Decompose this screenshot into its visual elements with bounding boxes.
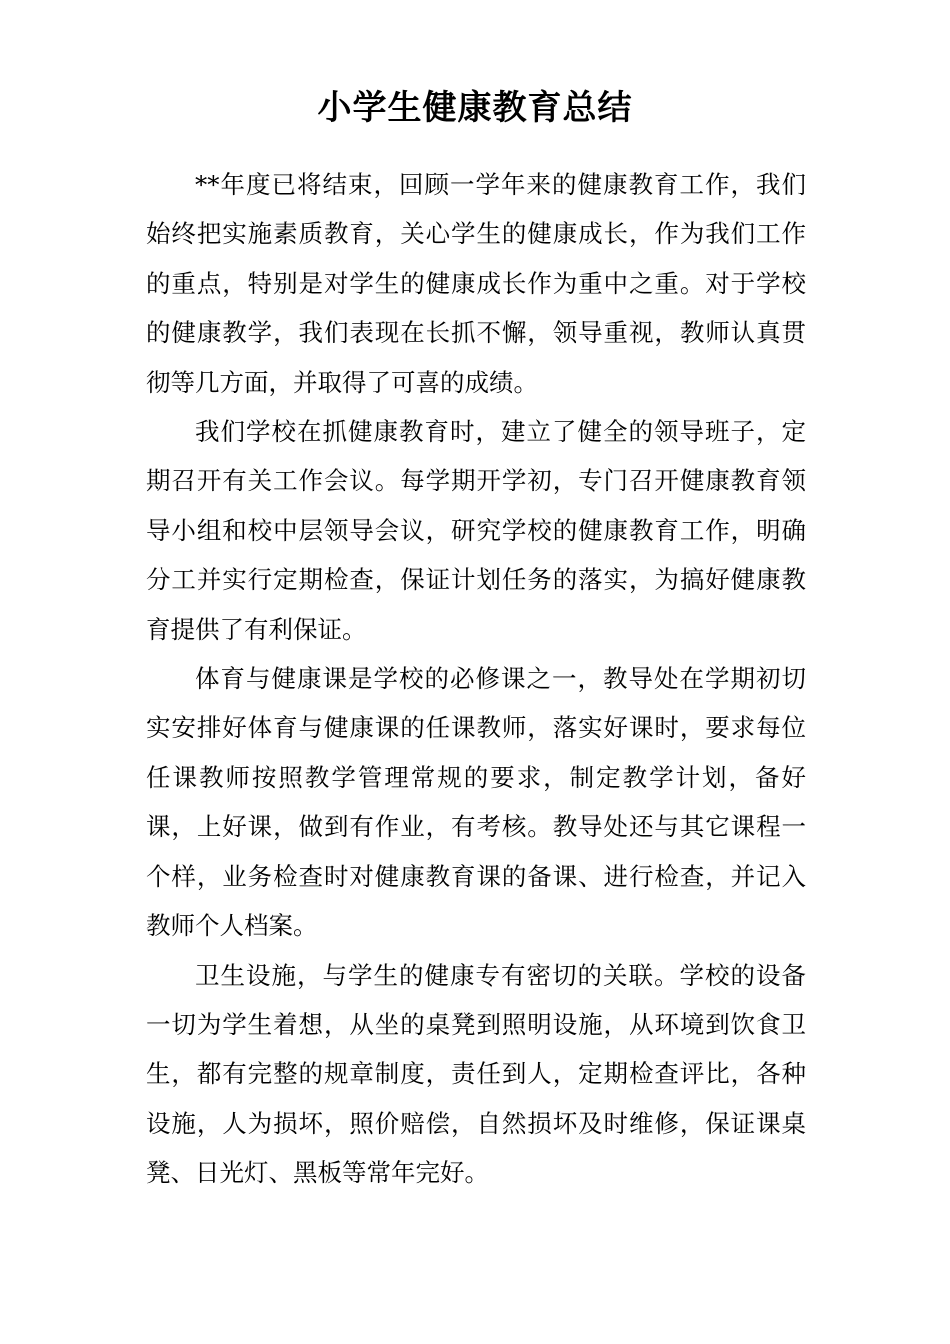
document-title: 小学生健康教育总结 <box>317 88 633 128</box>
paragraph-1: **年度已将结束，回顾一学年来的健康教育工作，我们始终把实施素质教育，关心学生的健康成长，作为我们工作的重点，特别是对学生的健康成长作为重中之重。对于学校的健康教学，我们表现在长抓不懈，领导重视，教师认真贯彻等几方面，并取得了可喜的成绩。 <box>146 170 806 397</box>
paragraph-3: 体育与健康课是学校的必修课之一，教导处在学期初切实安排好体育与健康课的任课教师，落实好课时，要求每位任课教师按照教学管理常规的要求，制定教学计划，备好课，上好课，做到有作业，有考核。教导处还与其它课程一个样，业务检查时对健康教育课的备课、进行检查，并记入教师个人档案。 <box>146 664 806 941</box>
paragraph-4: 卫生设施，与学生的健康专有密切的关联。学校的设备一切为学生着想，从坐的桌凳到照明设施，从环境到饮食卫生，都有完整的规章制度，责任到人，定期检查评比，各种设施，人为损坏，照价赔偿，自然损坏及时维修，保证课桌凳、日光灯、黑板等常年完好。 <box>146 960 806 1188</box>
document-body <box>146 160 806 1198</box>
paragraph-2: 我们学校在抓健康教育时，建立了健全的领导班子，定期召开有关工作会议。每学期开学初，专门召开健康教育领导小组和校中层领导会议，研究学校的健康教育工作，明确分工并实行定期检查，保证计划任务的落实，为搞好健康教育提供了有利保证。 <box>146 417 806 644</box>
